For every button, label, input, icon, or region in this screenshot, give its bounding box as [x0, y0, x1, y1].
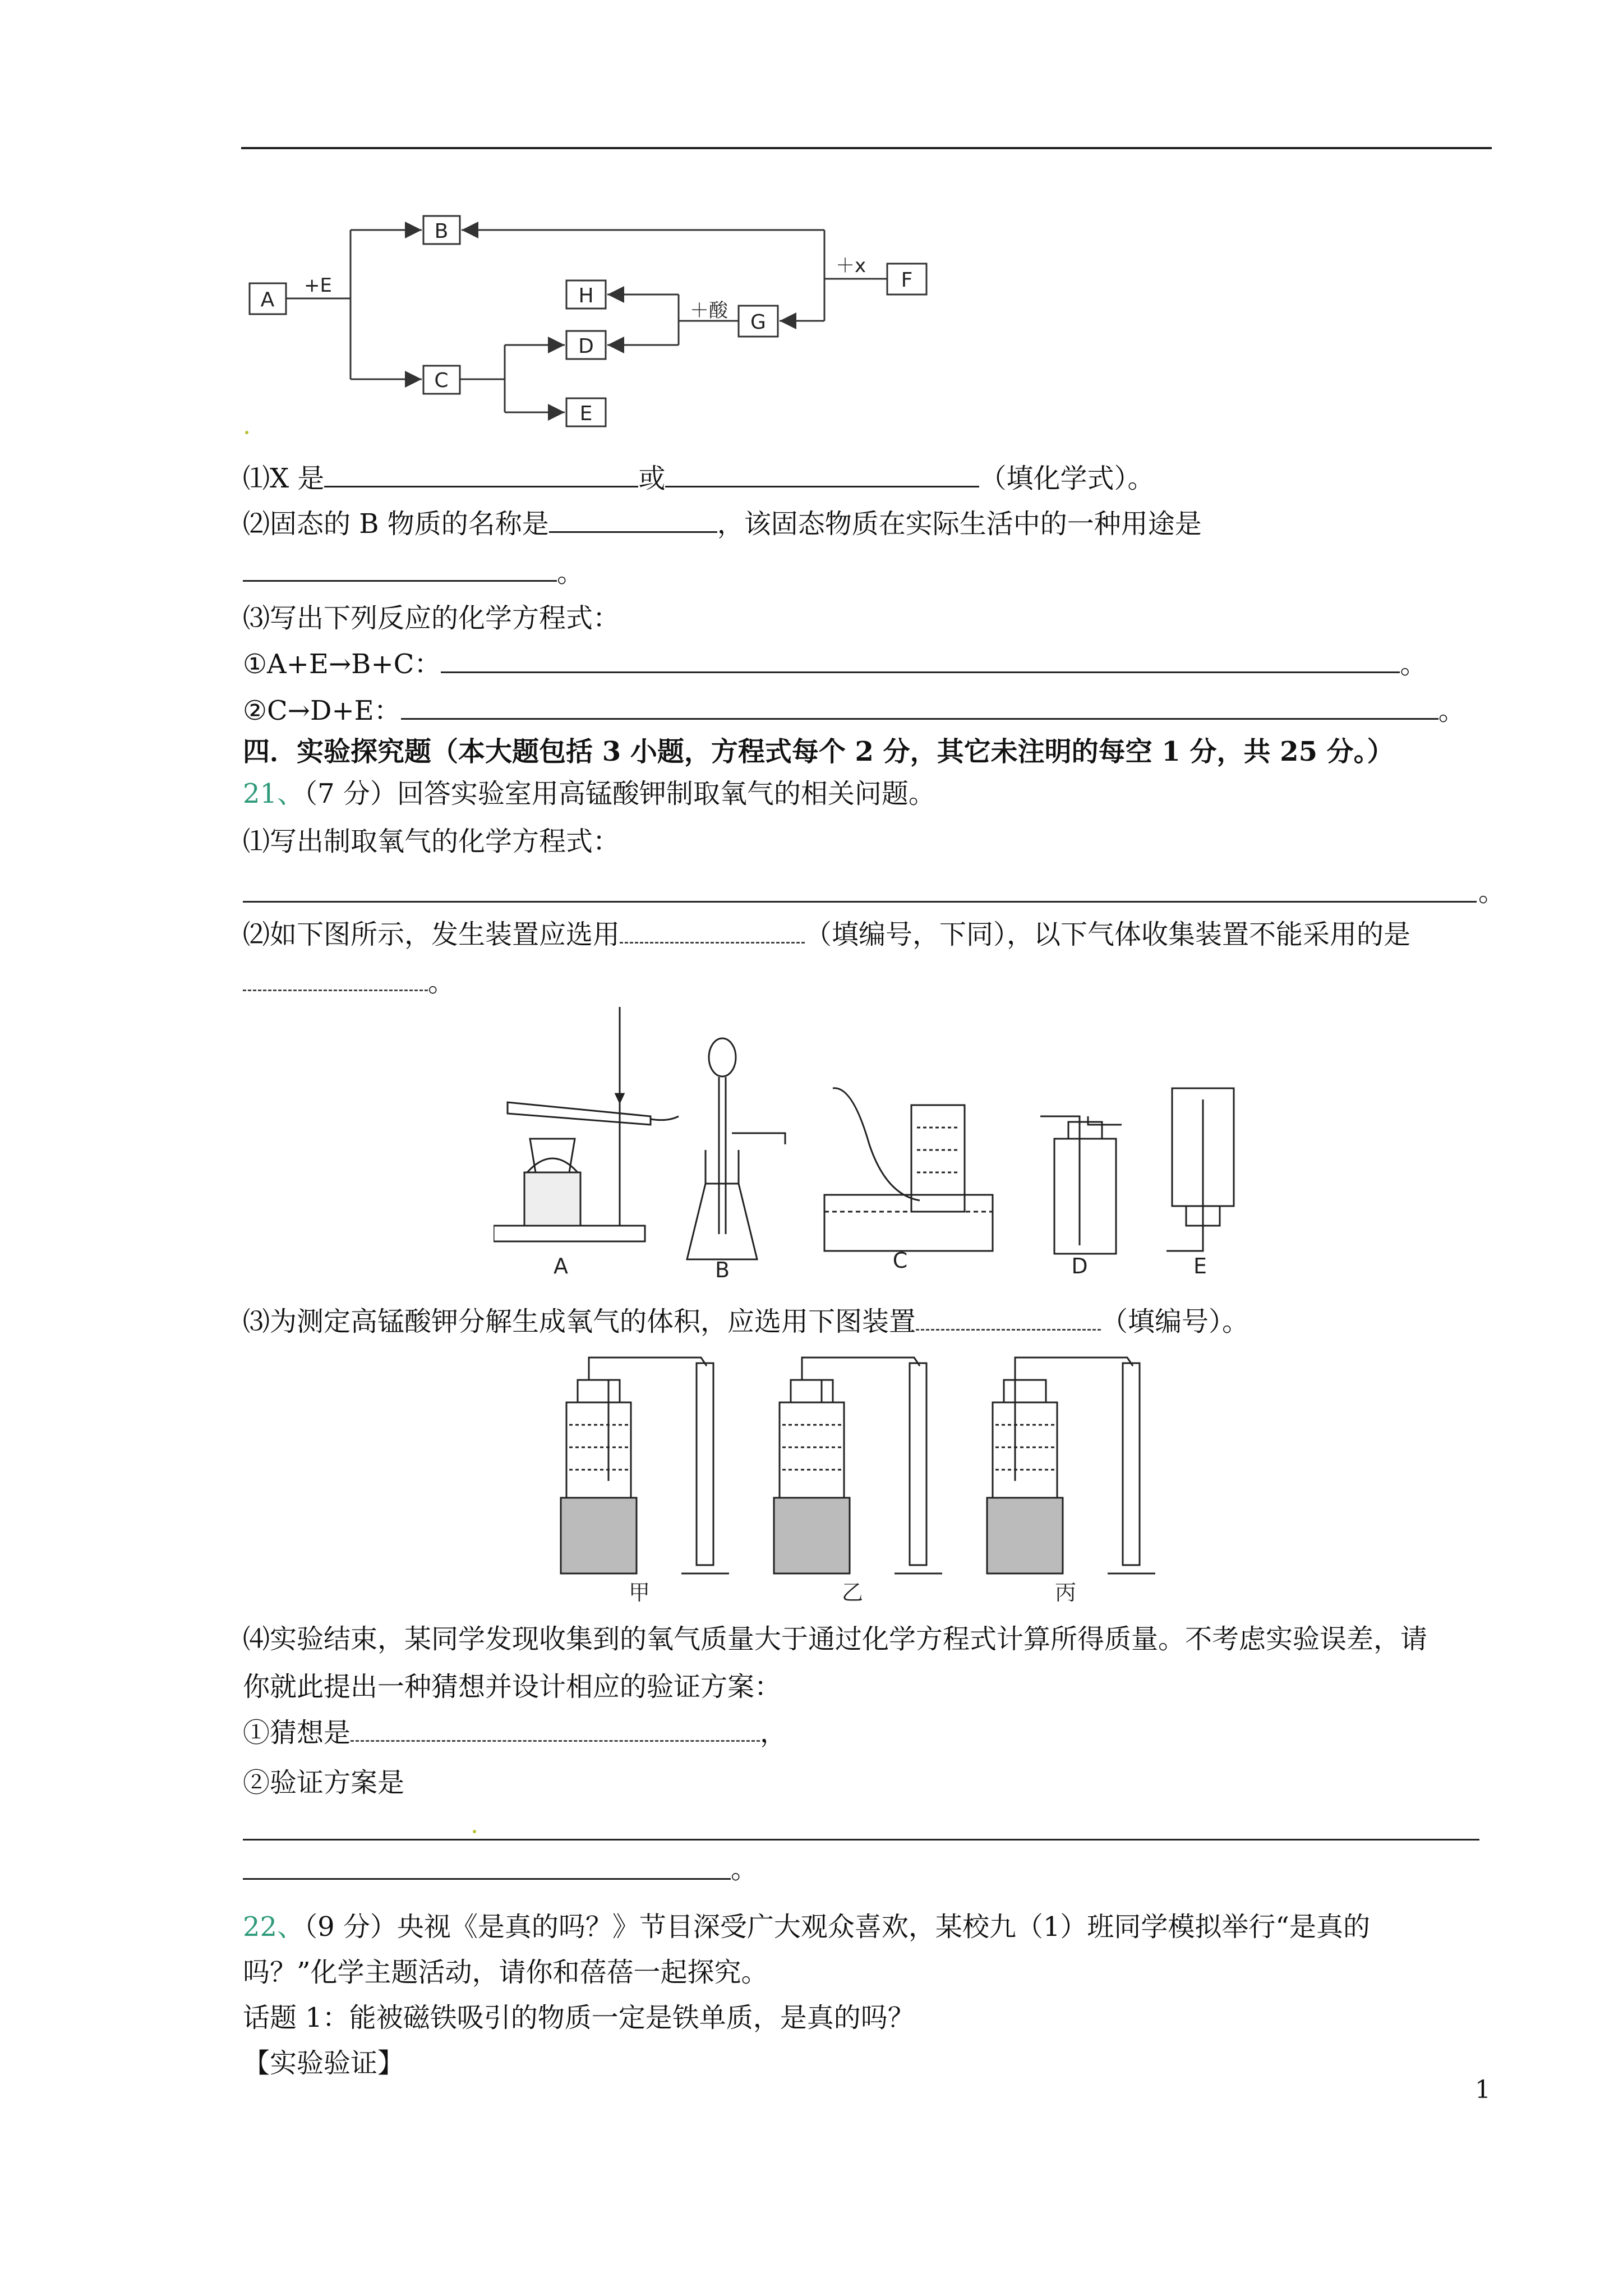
- apparatus-label-b: B: [714, 1258, 730, 1282]
- q21-blank-collector[interactable]: [243, 965, 428, 991]
- q22-stem-line1: 22、（9 分）央视《是真的吗？》节目深受广大观众喜欢，某校九（1）班同学模拟举行“是真的: [243, 1911, 1370, 1943]
- node-f: F: [901, 269, 913, 292]
- q3-blank-r1[interactable]: [441, 647, 1400, 673]
- bottle-label-yi: 乙: [841, 1580, 864, 1604]
- gas-volume-figure: [555, 1341, 1183, 1604]
- node-h: H: [578, 284, 594, 307]
- label-plus-x: ＋x: [836, 255, 866, 277]
- reaction-flow-diagram: [241, 208, 981, 443]
- label-plus-e: +E: [304, 274, 332, 297]
- q21-blank-guess[interactable]: [351, 1715, 760, 1742]
- q21-plan-answer-line-2[interactable]: [243, 1878, 731, 1880]
- node-b: B: [434, 220, 449, 243]
- q21-stem: 21、（7 分）回答实验室用高锰酸钾制取氧气的相关问题。: [243, 778, 935, 809]
- q21-plan-answer-line-1[interactable]: [243, 1839, 1479, 1841]
- q21-plan-line: ②验证方案是: [243, 1767, 405, 1798]
- q22-verify-heading: 【实验验证】: [243, 2047, 405, 2079]
- q21-p1-end: 。: [1478, 876, 1506, 908]
- q21-p4-line2: 你就此提出一种猜想并设计相应的验证方案：: [243, 1671, 782, 1703]
- q21-guess-line: ①猜想是 ，: [243, 1715, 787, 1750]
- node-g: G: [750, 311, 766, 334]
- bottle-label-jia: 甲: [628, 1580, 651, 1604]
- q2-line-2: 。: [243, 555, 584, 590]
- q21-p2-line2: 。: [243, 965, 455, 999]
- q21-blank-generator[interactable]: [620, 917, 805, 944]
- stray-dot-2: [473, 1830, 476, 1833]
- q1-blank-2[interactable]: [665, 461, 979, 487]
- q2-blank-use[interactable]: [243, 555, 557, 582]
- node-a: A: [260, 288, 275, 311]
- setup-jia: [561, 1358, 729, 1573]
- q21-p2: ⑵如下图所示，发生装置应选用 （填编号，下同），以下气体收集装置不能采用的是: [243, 917, 1410, 951]
- apparatus-label-c: C: [892, 1248, 908, 1273]
- node-d: D: [578, 335, 594, 358]
- apparatus-figure: [494, 1004, 1279, 1285]
- node-e: E: [579, 402, 593, 425]
- q22-stem-line2: 吗？”化学主题活动，请你和蓓蓓一起探究。: [243, 1957, 768, 1988]
- node-c: C: [434, 369, 449, 392]
- q3-r2-line: ②C→D+E： 。: [243, 693, 1465, 728]
- q1-line: ⑴X 是 或 （填化学式）。: [243, 461, 1154, 495]
- q1-blank-1[interactable]: [324, 461, 638, 487]
- page-number: 1: [1475, 2076, 1491, 2104]
- apparatus-label-e: E: [1193, 1254, 1207, 1278]
- q2-blank-name[interactable]: [549, 507, 717, 533]
- q22-topic: 话题 1：能被磁铁吸引的物质一定是铁单质，是真的吗？: [243, 2002, 915, 2033]
- q3-line: ⑶写出下列反应的化学方程式：: [243, 602, 620, 634]
- q2-line: ⑵固态的 B 物质的名称是 ，该固态物质在实际生活中的一种用途是: [243, 507, 1202, 541]
- setup-yi: [774, 1358, 942, 1573]
- stray-dot: [245, 431, 248, 434]
- apparatus-label-d: D: [1071, 1254, 1088, 1278]
- header-rule: [241, 147, 1492, 149]
- q21-p3: ⑶为测定高锰酸钾分解生成氧气的体积，应选用下图装置 （填编号）。: [243, 1304, 1249, 1338]
- q3-r1-line: ①A+E→B+C： 。: [243, 647, 1427, 681]
- q21-p4-line1: ⑷实验结束，某同学发现收集到的氧气质量大于通过化学方程式计算所得质量。不考虑实验误差，请: [243, 1623, 1428, 1655]
- label-plus-acid: ＋酸: [690, 300, 728, 322]
- q21-blank-volume[interactable]: [916, 1304, 1101, 1331]
- apparatus-label-a: A: [554, 1254, 568, 1278]
- section-4-title: 四．实验探究题（本大题包括 3 小题，方程式每个 2 分，其它未注明的每空 1 分，共 25 分。）: [243, 736, 1394, 767]
- q21-p1-answer-line[interactable]: [243, 901, 1477, 903]
- q3-blank-r2[interactable]: [401, 693, 1438, 720]
- q21-plan-end: 。: [731, 1853, 758, 1885]
- q21-p1: ⑴写出制取氧气的化学方程式：: [243, 826, 620, 857]
- bottle-label-bing: 丙: [1054, 1580, 1077, 1604]
- setup-bing: [987, 1358, 1155, 1573]
